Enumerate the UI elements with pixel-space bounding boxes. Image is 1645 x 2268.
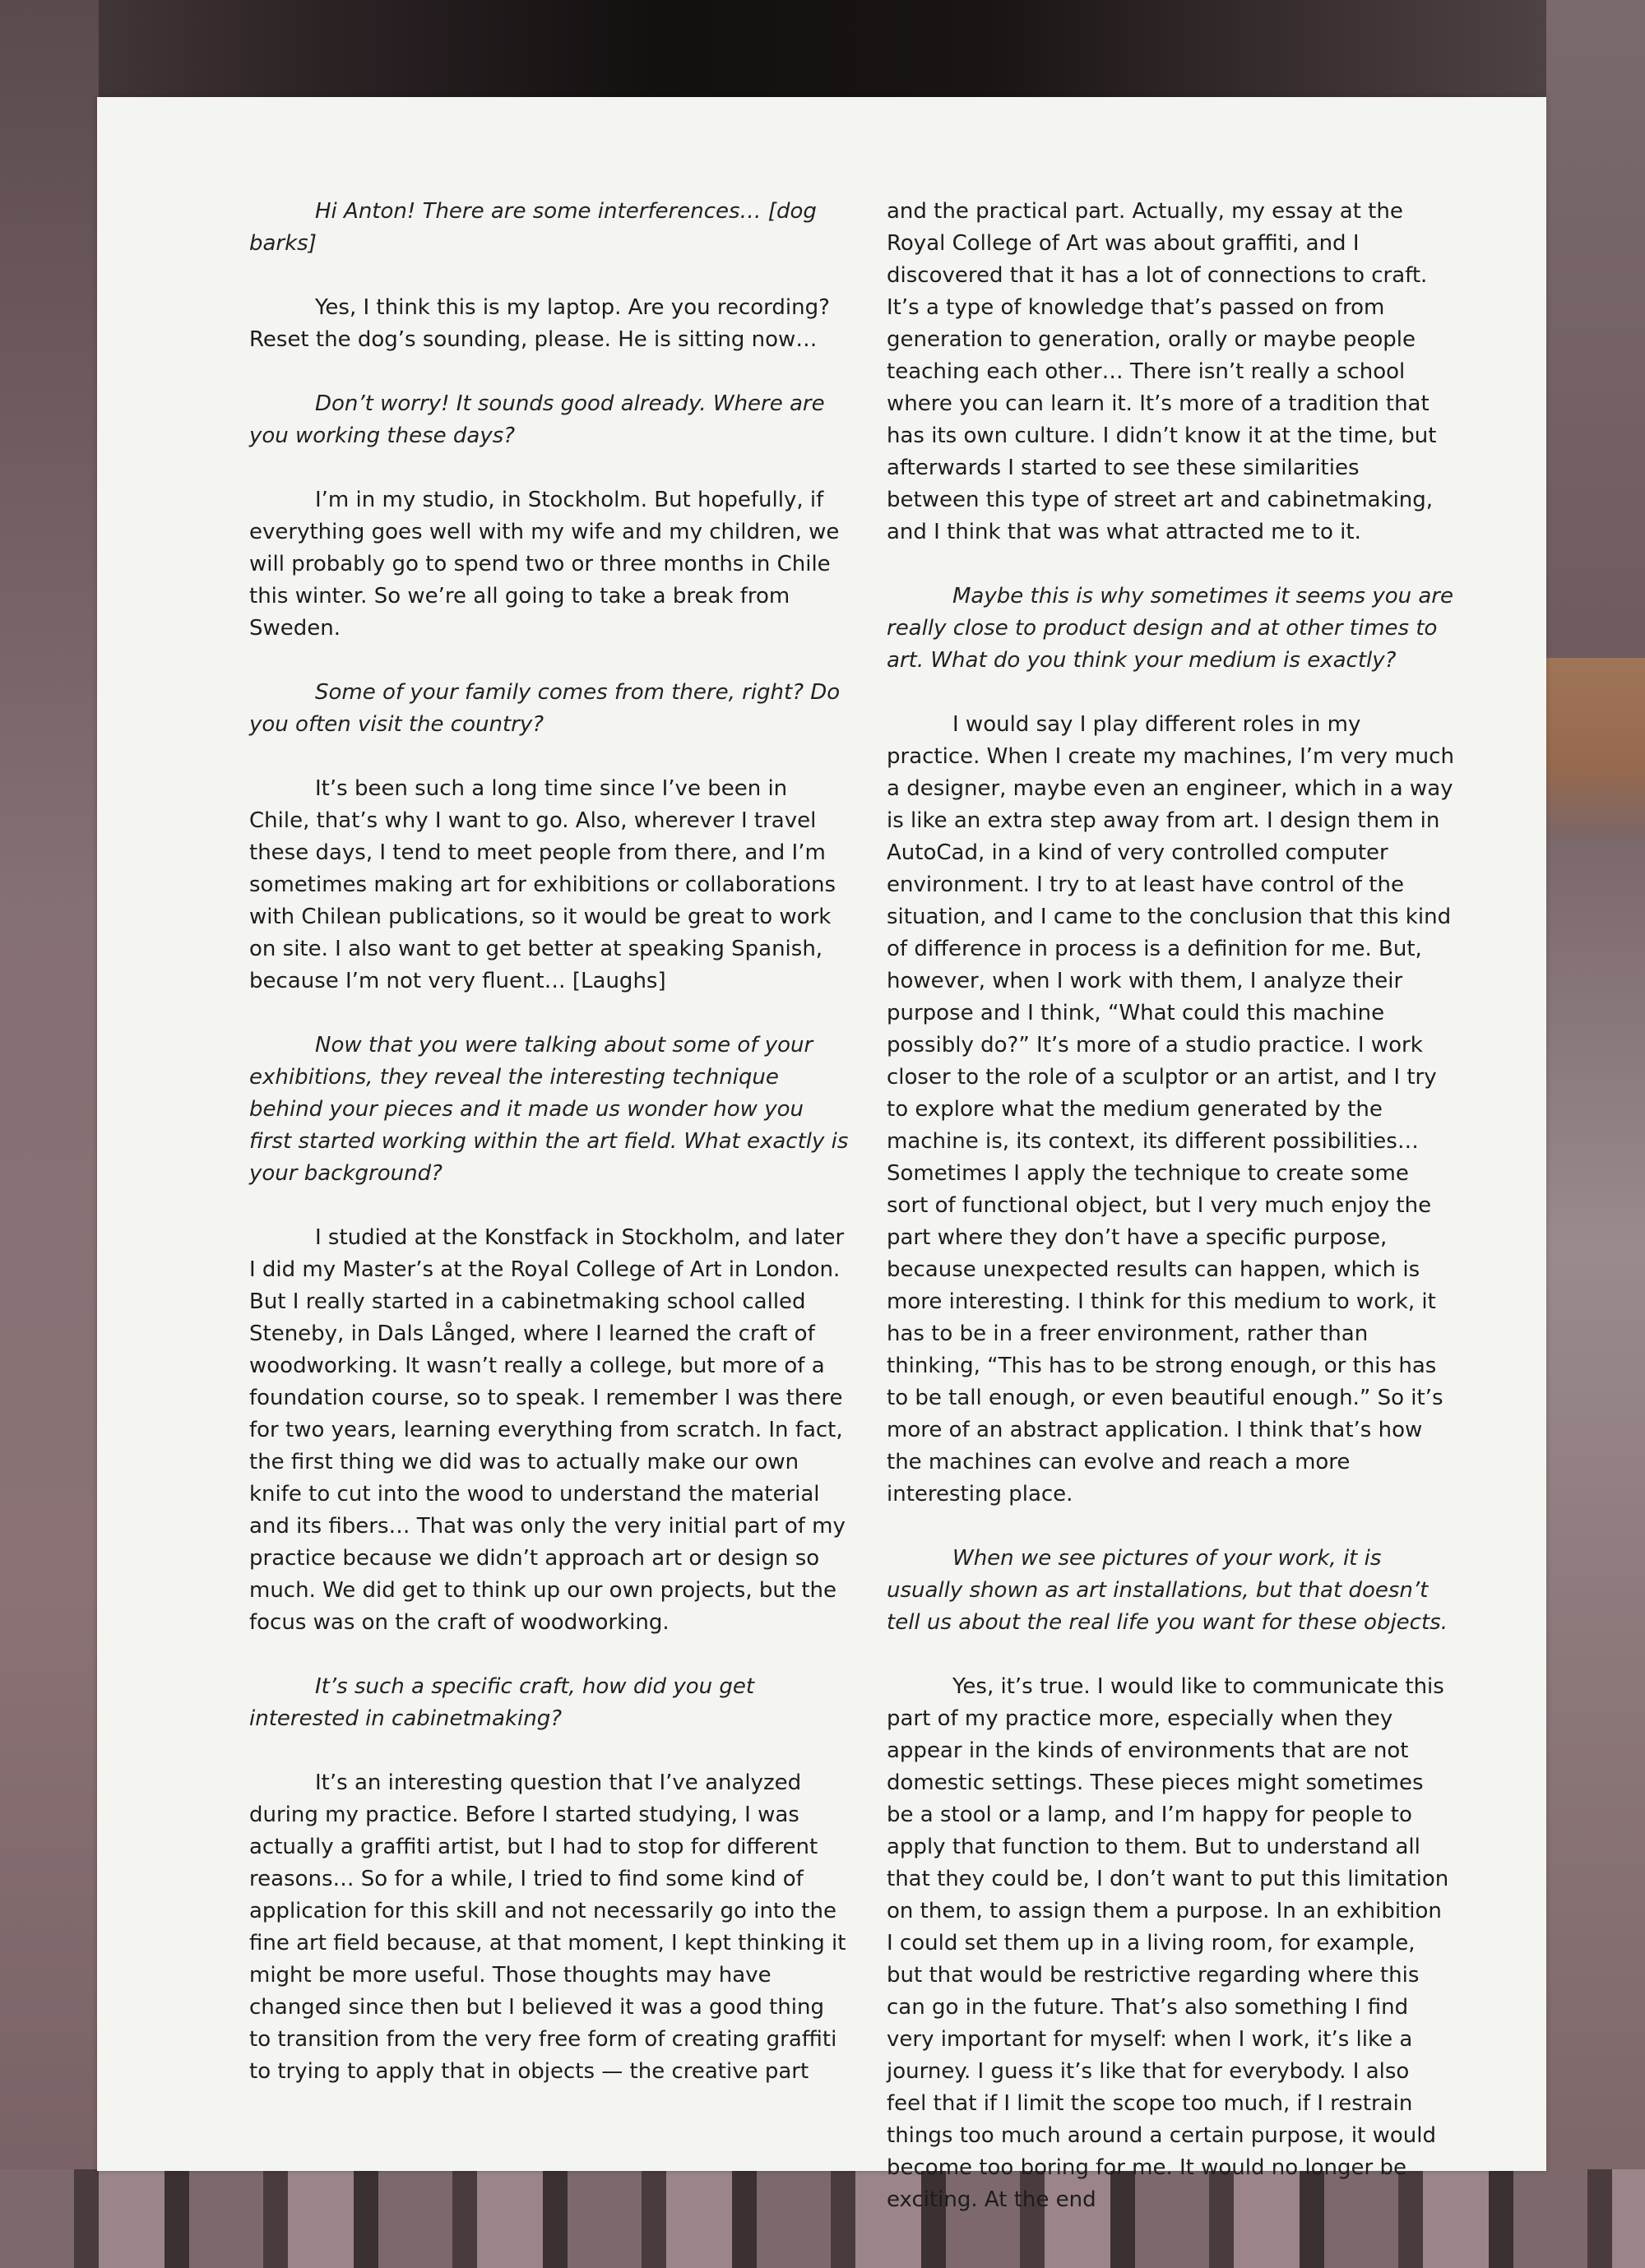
interview-answer: I’m in my studio, in Stockholm. But hopefully, if everything goes well with my wife and my children, we will probably go to spend two or three months in Chile this winter. So we’re all going to take a break from Sweden. xyxy=(249,488,840,641)
interview-question: When we see pictures of your work, it is usually shown as art installations, but that doesn’t tell us about the real life you want for these objects. xyxy=(887,1546,1448,1635)
right-column xyxy=(887,196,1454,2248)
answer-continuation: and the practical part. Actually, my essay at the Royal College of Art was about graffiti, and I discovered that it has a lot of connections to craft. It’s a type of knowledge that’s passed on from generation to generation, orally or maybe people teaching each other… There isn’t really a school where you can learn it. It’s more of a tradition that has its own culture. I didn’t know it at the time, but afterwards I started to see these similarities between this type of street art and cabinetmaking, and I think that was what attracted me to it. xyxy=(887,199,1437,544)
background-right xyxy=(1546,0,1645,2268)
interview-answer: I studied at the Konstfack in Stockholm, and later I did my Master’s at the Royal College of Art in London. But I really started in a cabinetmaking school called Steneby, in Dals Långed, where I learned the craft of woodworking. It wasn’t really a college, but more of a foundation course, so to speak. I remember I was there for two years, learning everything from scratch. In fact, the first thing we did was to actually make our own knife to cut into the wood to understand the material and its fibers… That was only the very initial part of my practice because we didn’t approach art or design so much. We did get to think up our own projects, but the focus was on the craft of woodworking. xyxy=(249,1225,846,1635)
background-light-accent xyxy=(1546,658,1645,839)
interview-question: Don’t worry! It sounds good already. Where are you working these days? xyxy=(249,391,825,448)
background-top xyxy=(0,0,1645,99)
interview-question: Now that you were talking about some of your exhibitions, they reveal the interesting technique behind your pieces and it made us wonder how you first started working within the art field. What exactly is your background? xyxy=(249,1033,849,1186)
interview-answer: I would say I play different roles in my practice. When I create my machines, I’m very much a designer, maybe even an engineer, which in a way is like an extra step away from art. I design them in AutoCad, in a kind of very controlled computer environment. I try to at least have control of the situation, and I came to the conclusion that this kind of difference in process is a definition for me. But, however, when I work with them, I analyze their purpose and I think, “What could this machine possibly do?” It’s more of a studio practice. I work closer to the role of a sculptor or an artist, and I try to explore what the medium generated by the machine is, its context, its different possibilities… Sometimes I apply the technique to create some sort of functional object, but I very much enjoy the part where they don’t have a specific purpose, because unexpected results can happen, which is more interesting. I think for this medium to work, it has to be in a freer environment, rather than thinking, “This has to be strong enough, or this has to be tall enough, or even beautiful enough.” So it’s more of an abstract application. I think that’s how the machines can evolve and reach a more interesting place. xyxy=(887,712,1454,1507)
left-column xyxy=(249,196,850,2120)
background-left xyxy=(0,0,99,2268)
interview-answer: Yes, I think this is my laptop. Are you recording? Reset the dog’s sounding, please. He is sitting now… xyxy=(249,295,830,352)
interview-answer: It’s been such a long time since I’ve been in Chile, that’s why I want to go. Also, wherever I travel these days, I tend to meet people from there, and I’m sometimes making art for exhibitions or collaborations with Chilean publications, so it would be great to work on site. I also want to get better at speaking Spanish, because I’m not very fluent… [Laughs] xyxy=(249,776,836,993)
interview-question: Maybe this is why sometimes it seems you are really close to product design and at other times to art. What do you think your medium is exactly? xyxy=(887,584,1453,673)
interview-question: Hi Anton! There are some interferences… [dog barks] xyxy=(249,199,817,256)
interview-answer: It’s an interesting question that I’ve analyzed during my practice. Before I started studying, I was actually a graffiti artist, but I had to stop for different reasons… So for a while, I tried to find some kind of application for this skill and not necessarily go into the fine art field because, at that moment, I kept thinking it might be more useful. Those thoughts may have changed since then but I believed it was a good thing to transition from the very free form of creating graffiti to trying to apply that in objects — the creative part xyxy=(249,1770,846,2084)
printed-page xyxy=(97,97,1546,2212)
interview-question: It’s such a specific craft, how did you get interested in cabinetmaking? xyxy=(249,1674,755,1731)
interview-answer: Yes, it’s true. I would like to communicate this part of my practice more, especially when they appear in the kinds of environments that are not domestic settings. These pieces might sometimes be a stool or a lamp, and I’m happy for people to apply that function to them. But to understand all that they could be, I don’t want to put this limitation on them, to assign them a purpose. In an exhibition I could set them up in a living room, for example, but that would be restrictive regarding where this can go in the future. That’s also something I find very important for myself: when I work, it’s like a journey. I guess it’s like that for everybody. I also feel that if I limit the scope too much, if I restrain things too much around a certain purpose, it would become too boring for me. It would no longer be exciting. At the end xyxy=(887,1674,1449,2212)
interview-question: Some of your family comes from there, right? Do you often visit the country? xyxy=(249,680,841,737)
